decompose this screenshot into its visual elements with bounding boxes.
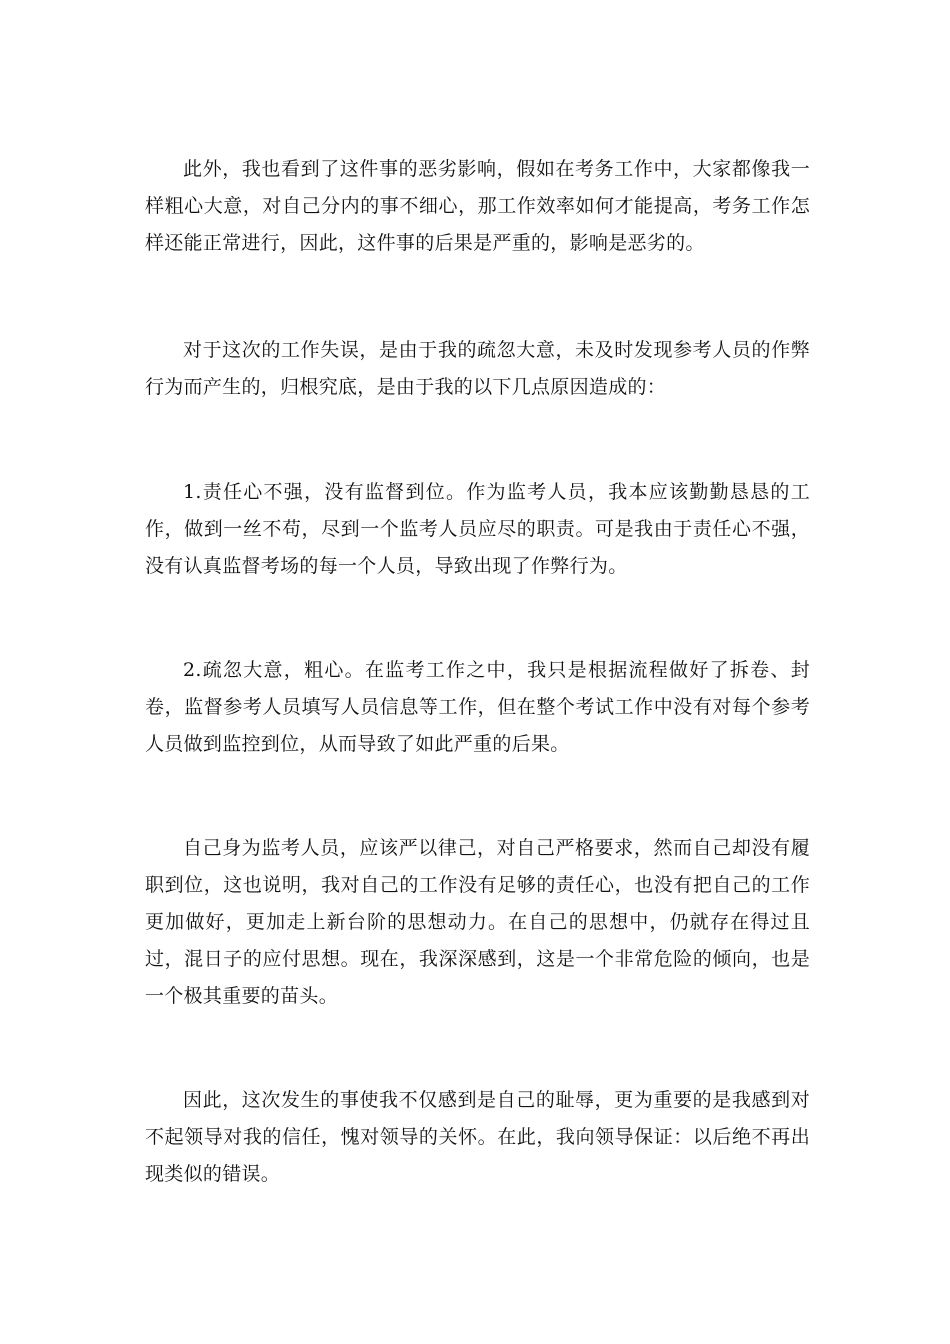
- paragraph-self-reflection: 自己身为监考人员，应该严以律己，对自己严格要求，然而自己却没有履职到位，这也说明，我对自己的工作没有足够的责任心，也没有把自己的工作更加做好，更加走上新台阶的思想动力。在自己的思想中，仍就存在得过且过，混日子的应付思想。现在，我深深感到，这是一个非常危险的倾向，也是一个极其重要的苗头。: [145, 837, 810, 1007]
- paragraph-impact: 此外，我也看到了这件事的恶劣影响，假如在考务工作中，大家都像我一样粗心大意，对自己分内的事不细心，那工作效率如何才能提高，考务工作怎样还能正常进行，因此，这件事的后果是严重的，影响是恶劣的。: [145, 158, 810, 254]
- paragraph-reason-2: 2.疏忽大意，粗心。在监考工作之中，我只是根据流程做好了拆卷、封卷，监督参考人员填写人员信息等工作，但在整个考试工作中没有对每个参考人员做到监控到位，从而导致了如此严重的后果。: [145, 659, 810, 755]
- paragraph-reason-1: 1.责任心不强，没有监督到位。作为监考人员，我本应该勤勤恳恳的工作，做到一丝不苟，尽到一个监考人员应尽的职责。可是我由于责任心不强，没有认真监督考场的每一个人员，导致出现了作弊行为。: [145, 481, 810, 577]
- paragraph-cause-intro: 对于这次的工作失误，是由于我的疏忽大意，未及时发现参考人员的作弊行为而产生的，归根究底，是由于我的以下几点原因造成的：: [145, 339, 810, 398]
- paragraph-conclusion: 因此，这次发生的事使我不仅感到是自己的耻辱，更为重要的是我感到对不起领导对我的信任，愧对领导的关怀。在此，我向领导保证：以后绝不再出现类似的错误。: [145, 1089, 810, 1185]
